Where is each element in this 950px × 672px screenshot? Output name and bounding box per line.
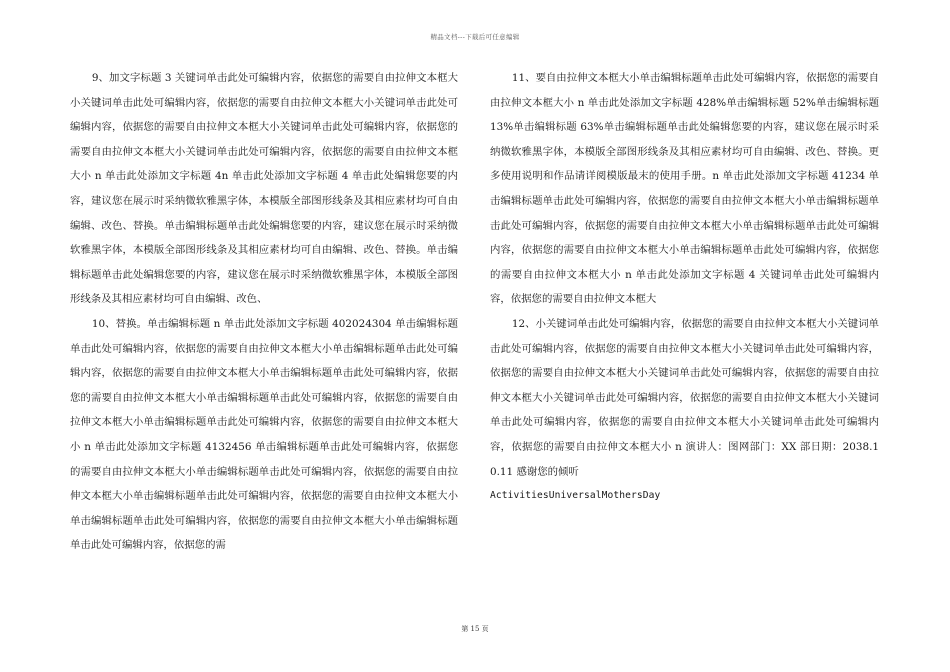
paragraph-12: 12、小关键词单击此处可编辑内容，依据您的需要自由拉伸文本框大小关键词单击此处可编辑内容，依据您的需要自由拉伸文本框大小关键词单击此处可编辑内容，依据您的需要自由拉伸文本框大小关键词单击此处可编辑内容，依据您的需要自由拉伸文本框大小关键词单击此处可编辑内容，依据您的需要自由拉伸文本框大小关键词单击此处可编辑内容，依据您的需要自由拉伸文本框大小关键词单击此处可编辑内容，依据您的需要自由拉伸文本框大小 n 演讲人：图网部门：XX 部日期：2038.10.11 感谢您的倾听 (490, 317, 879, 478)
right-column (490, 66, 879, 509)
paragraph-10: 10、替换。单击编辑标题 n 单击此处添加文字标题 402024304 单击编辑标题单击此处可编辑内容，依据您的需要自由拉伸文本框大小单击编辑标题单击此处可编辑内容，依据您的需要自由拉伸文本框大小单击编辑标题单击此处可编辑内容，依据您的需要自由拉伸文本框大小单击编辑标题单击此处可编辑内容，依据您的需要自由拉伸文本框大小单击编辑标题单击此处可编辑内容，依据您的需要自由拉伸文本框大小 n 单击此处添加文字标题 4132456 单击编辑标题单击此处可编辑内容，依据您的需要自由拉伸文本框大小单击编辑标题单击此处可编辑内容，依据您的需要自由拉伸文本框大小单击编辑标题单击此处可编辑内容，依据您的需要自由拉伸文本框大小单击编辑标题单击此处可编辑内容，依据您的需要自由拉伸文本框大小单击编辑标题单击此处可编辑内容，依据您的需 (70, 317, 458, 552)
paragraph-11: 11、要自由拉伸文本框大小单击编辑标题单击此处可编辑内容，依据您的需要自由拉伸文本框大小 n 单击此处添加文字标题 428%单击编辑标题 52%单击编辑标题 13%单击编辑标题 63%单击编辑标题单击此处编辑您要的内容，建议您在展示时采纳微软雅黑字体，本模版全部图形线条及其相应素材均可自由编辑、改色、替换。更多使用说明和作品请详阅模版最末的使用手册。n 单击此处添加文字标题 41234 单击编辑标题单击此处可编辑内容，依据您的需要自由拉伸文本框大小单击编辑标题单击此处可编辑内容，依据您的需要自由拉伸文本框大小单击编辑标题单击此处可编辑内容，依据您的需要自由拉伸文本框大小单击编辑标题单击此处可编辑内容，依据您的需要自由拉伸文本框大小 n 单击此处添加文字标题 4 关键词单击此处可编辑内容，依据您的需要自由拉伸文本框大 (490, 72, 879, 306)
page-number: 第 15 页 (461, 625, 489, 633)
paragraph-9: 9、加文字标题 3 关键词单击此处可编辑内容，依据您的需要自由拉伸文本框大小关键词单击此处可编辑内容，依据您的需要自由拉伸文本框大小关键词单击此处可编辑内容，依据您的需要自由拉伸文本框大小关键词单击此处可编辑内容，依据您的需要自由拉伸文本框大小关键词单击此处可编辑内容，依据您的需要自由拉伸文本框大小 n 单击此处添加文字标题 4n 单击此处添加文字标题 4 单击此处编辑您要的内容，建议您在展示时采纳微软雅黑字体，本模版全部图形线条及其相应素材均可自由编辑、改色、替换。单击编辑标题单击此处编辑您要的内容，建议您在展示时采纳微软雅黑字体，本模版全部图形线条及其相应素材均可自由编辑、改色、替换。单击编辑标题单击此处编辑您要的内容，建议您在展示时采纳微软雅黑字体，本模版全部图形线条及其相应素材均可自由编辑、改色、 (70, 72, 458, 306)
left-column (70, 66, 458, 558)
trailing-english-line: ActivitiesUniversalMothersDay (490, 490, 661, 502)
page-header: 精品文档---下载后可任意编辑 (430, 33, 520, 41)
